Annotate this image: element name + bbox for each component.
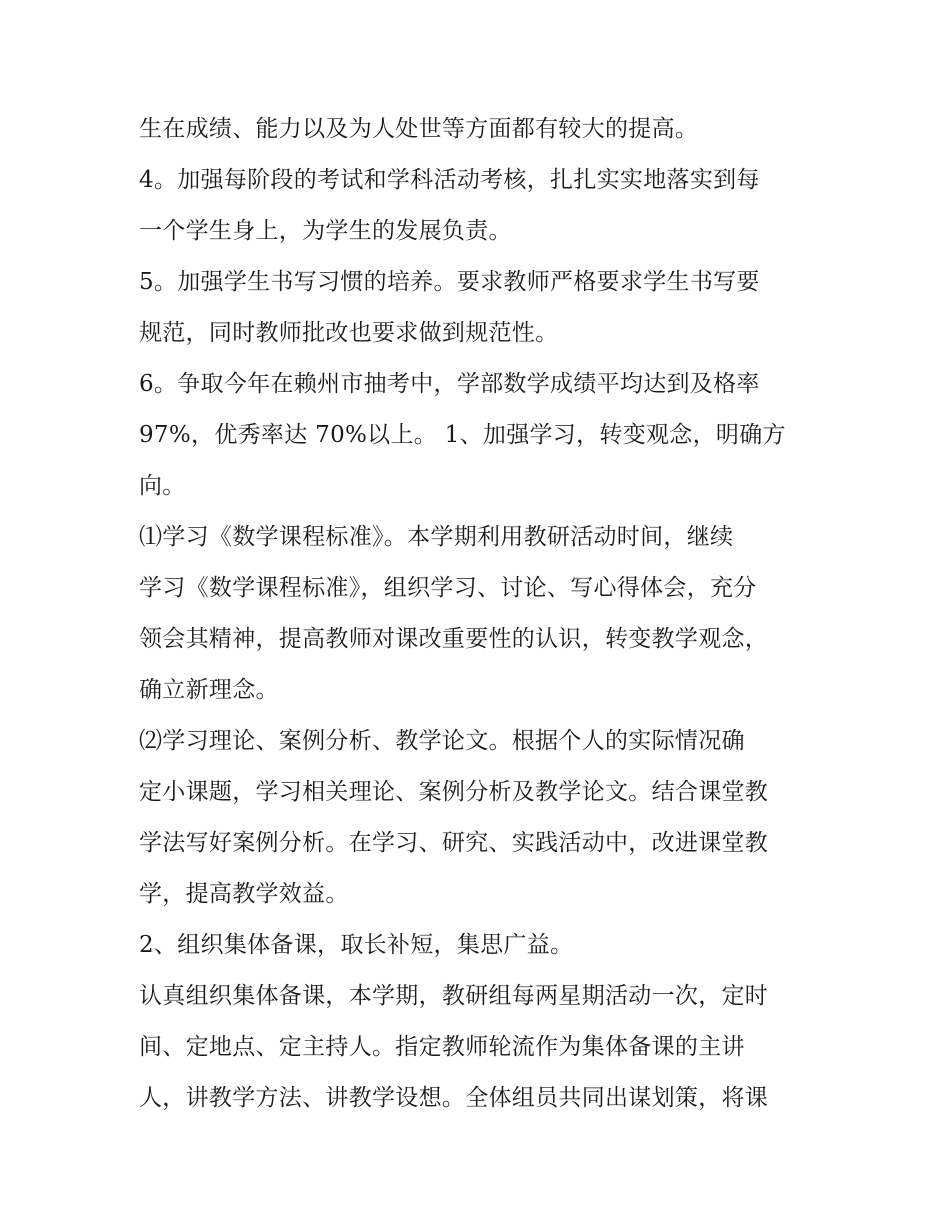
text-line: ⑵学习理论、案例分析、教学论文。根据个人的实际情况确 xyxy=(139,728,745,754)
text-line: 生在成绩、能力以及为人处世等方面都有较大的提高。 xyxy=(139,116,699,142)
text-line: 2、组织集体备课，取长补短，集思广益。 xyxy=(139,932,574,958)
text-line: 认真组织集体备课，本学期，教研组每两星期活动一次，定时 xyxy=(139,983,769,1009)
text-line: 向。 xyxy=(139,473,186,499)
text-line: 学，提高教学效益。 xyxy=(139,881,349,907)
document-page xyxy=(139,104,819,1124)
text-line: 确立新理念。 xyxy=(139,677,279,703)
text-line: 定小课题，学习相关理论、案例分析及教学论文。结合课堂教 xyxy=(139,779,769,805)
text-line: 学法写好案例分析。在学习、研究、实践活动中，改进课堂教 xyxy=(139,830,769,856)
text-line: 6。争取今年在赖州市抽考中，学部数学成绩平均达到及格率 xyxy=(139,371,760,397)
text-line: 规范，同时教师批改也要求做到规范性。 xyxy=(139,320,559,346)
text-line: 4。加强每阶段的考试和学科活动考核，扎扎实实地落实到每 xyxy=(139,167,760,193)
text-line: 间、定地点、定主持人。指定教师轮流作为集体备课的主讲 xyxy=(139,1034,745,1060)
text-line: 人，讲教学方法、讲教学设想。全体组员共同出谋划策，将课 xyxy=(139,1085,769,1111)
text-line: 一个学生身上，为学生的发展负责。 xyxy=(139,218,512,244)
text-line: 学习《数学课程标准》，组织学习、讨论、写心得体会，充分 xyxy=(139,575,757,601)
text-line: ⑴学习《数学课程标准》。本学期利用教研活动时间，继续 xyxy=(139,524,734,550)
text-line: 领会其精神，提高教师对课改重要性的认识，转变教学观念， xyxy=(139,626,769,652)
text-line: 97%，优秀率达 70%以上。 1、加强学习，转变观念，明确方 xyxy=(139,422,786,448)
text-line: 5。加强学生书写习惯的培养。要求教师严格要求学生书写要 xyxy=(139,269,760,295)
